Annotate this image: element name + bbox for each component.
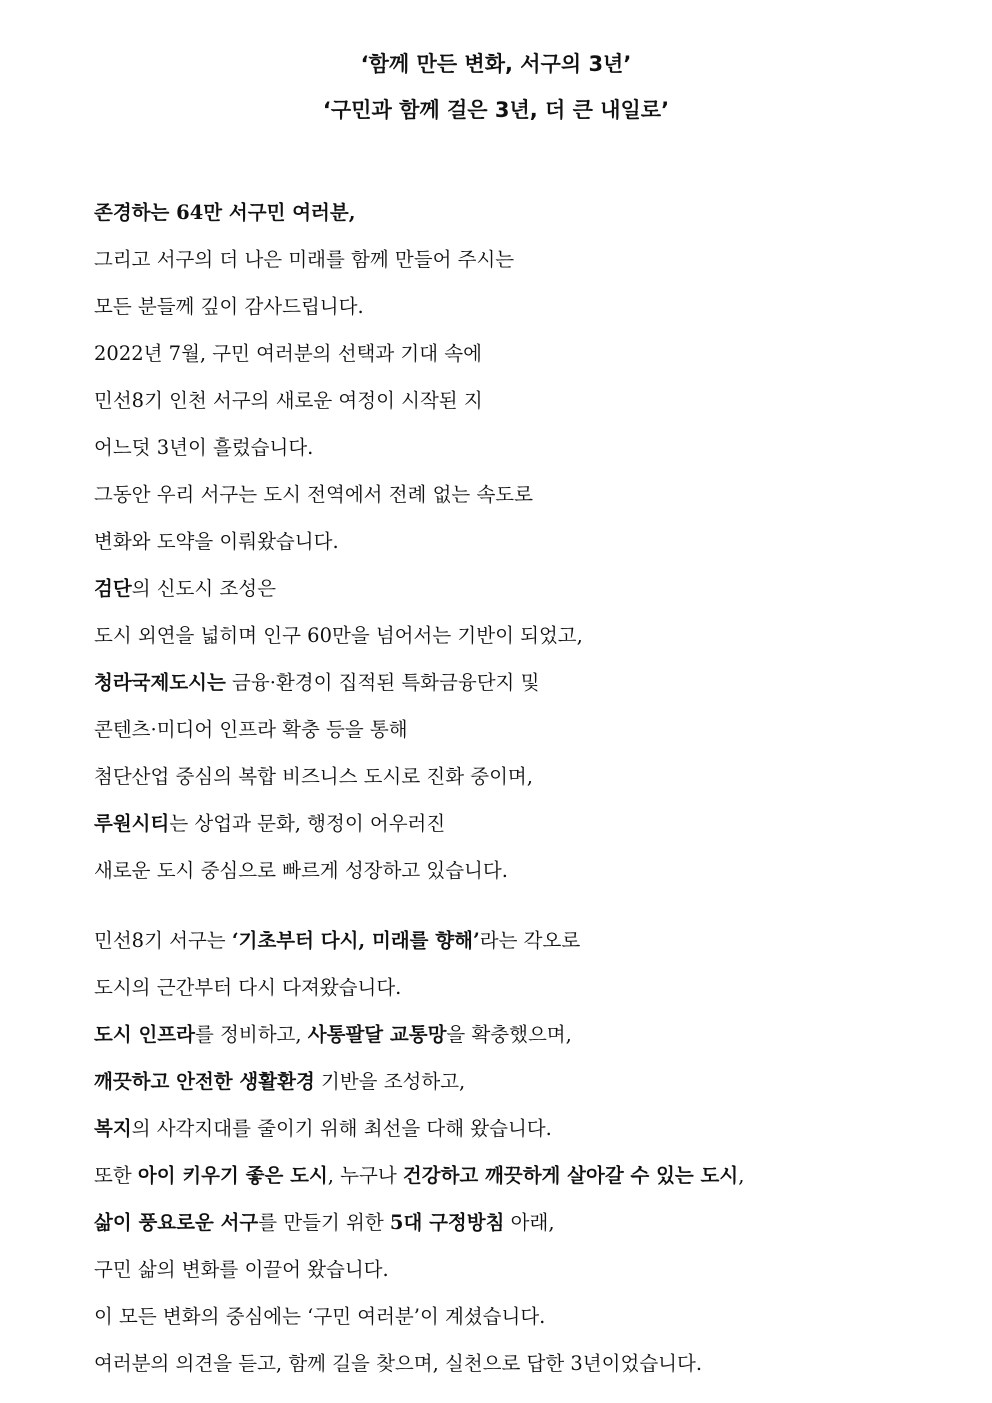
text-line (94, 1018, 954, 1065)
text-line (94, 854, 954, 901)
text-segment: 도시의 근간부터 다시 다져왔습니다. (94, 976, 402, 999)
text-line (94, 1206, 954, 1253)
text-segment: 모든 분들께 깊이 감사드립니다. (94, 295, 364, 318)
text-line (94, 1065, 954, 1112)
bold-text: 존경하는 64만 서구민 여러분, (94, 201, 356, 224)
paragraph-1 (94, 196, 954, 901)
text-segment: 이 모든 변화의 중심에는 ‘구민 여러분’이 계셨습니다. (94, 1305, 546, 1328)
text-segment: 를 정비하고, (194, 1023, 308, 1046)
text-segment: 2022년 7월, 구민 여러분의 선택과 기대 속에 (94, 342, 482, 365)
bold-text: 아이 키우기 좋은 도시 (137, 1164, 328, 1187)
text-line (94, 572, 954, 619)
text-line (94, 666, 954, 713)
bold-text: ‘기초부터 다시, 미래를 향해’ (231, 929, 480, 952)
text-segment: 어느덧 3년이 흘렀습니다. (94, 436, 314, 459)
bold-text: 5대 구정방침 (389, 1211, 505, 1234)
text-line (94, 384, 954, 431)
text-segment: 의 사각지대를 줄이기 위해 최선을 다해 왔습니다. (131, 1117, 552, 1140)
bold-text: 청라국제도시는 (94, 671, 226, 694)
text-segment: 는 상업과 문화, 행정이 어우러진 (169, 812, 446, 835)
text-segment: 도시 외연을 넓히며 인구 60만을 넘어서는 기반이 되었고, (94, 624, 583, 647)
bold-text: 복지 (94, 1117, 132, 1140)
text-line (94, 243, 954, 290)
bold-text: 검단 (94, 577, 132, 600)
bold-text: 사통팔달 교통망 (307, 1023, 447, 1046)
text-segment: 민선8기 서구는 (94, 929, 232, 952)
text-segment: 첨단산업 중심의 복합 비즈니스 도시로 진화 중이며, (94, 765, 533, 788)
document-body (94, 196, 954, 1394)
text-line (94, 713, 954, 760)
text-line (94, 1300, 954, 1347)
bold-text: 건강하고 깨끗하게 살아갈 수 있는 도시 (402, 1164, 739, 1187)
text-line (94, 924, 954, 971)
text-segment: 그리고 서구의 더 나은 미래를 함께 만들어 주시는 (94, 248, 515, 271)
text-segment: , 누구나 (327, 1164, 403, 1187)
text-segment: 콘텐츠·미디어 인프라 확충 등을 통해 (94, 718, 408, 741)
text-segment: 여러분의 의견을 듣고, 함께 길을 찾으며, 실천으로 답한 3년이었습니다. (94, 1352, 703, 1375)
text-segment: 또한 (94, 1164, 138, 1187)
text-segment: 을 확충했으며, (446, 1023, 572, 1046)
text-line (94, 807, 954, 854)
text-line (94, 760, 954, 807)
text-line (94, 478, 954, 525)
document-subtitle: ‘구민과 함께 걸은 3년, 더 큰 내일로’ (322, 98, 670, 122)
text-segment: 를 만들기 위한 (258, 1211, 390, 1234)
text-segment: 의 신도시 조성은 (131, 577, 276, 600)
text-line (94, 1347, 954, 1394)
text-line (94, 337, 954, 384)
text-line (94, 525, 954, 572)
text-line (94, 290, 954, 337)
bold-text: 깨끗하고 안전한 생활환경 (94, 1070, 315, 1093)
text-line (94, 619, 954, 666)
text-segment: 금융·환경이 집적된 특화금융단지 및 (225, 671, 540, 694)
text-segment: 새로운 도시 중심으로 빠르게 성장하고 있습니다. (94, 859, 508, 882)
text-line (94, 1112, 954, 1159)
text-line (94, 971, 954, 1018)
text-segment: 기반을 조성하고, (314, 1070, 466, 1093)
text-segment: 그동안 우리 서구는 도시 전역에서 전례 없는 속도로 (94, 483, 533, 506)
text-segment: 민선8기 인천 서구의 새로운 여정이 시작된 지 (94, 389, 483, 412)
bold-text: 루원시티 (94, 812, 170, 835)
paragraph-2 (94, 924, 954, 1394)
text-segment: 라는 각오로 (479, 929, 581, 952)
text-segment: 구민 삶의 변화를 이끌어 왔습니다. (94, 1258, 389, 1281)
text-line (94, 431, 954, 478)
document-title: ‘함께 만든 변화, 서구의 3년’ (360, 52, 632, 76)
text-line (94, 1159, 954, 1206)
bold-text: 도시 인프라 (94, 1023, 195, 1046)
text-segment: 아래, (504, 1211, 555, 1234)
text-segment: 변화와 도약을 이뤄왔습니다. (94, 530, 339, 553)
text-line (94, 196, 954, 243)
text-line (94, 1253, 954, 1300)
text-segment: , (738, 1164, 745, 1187)
bold-text: 삶이 풍요로운 서구 (94, 1211, 259, 1234)
